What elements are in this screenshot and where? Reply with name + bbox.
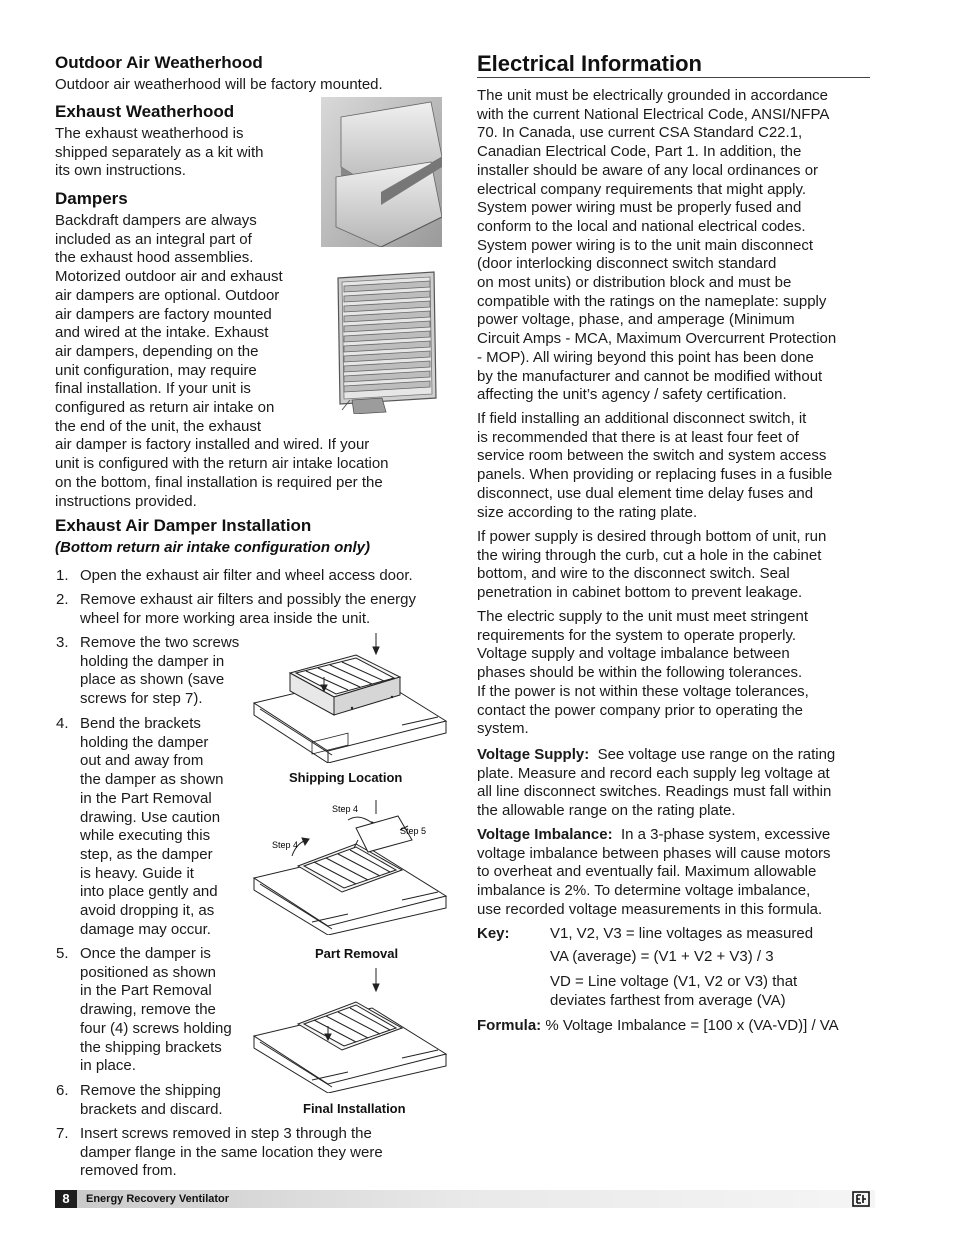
final-installation-diagram: [252, 968, 448, 1093]
outdoor-weatherhood-heading: Outdoor Air Weatherhood: [55, 53, 263, 72]
key-line-1: V1, V2, V3 = line voltages as measured: [550, 925, 814, 942]
part-removal-caption: Part Removal: [315, 946, 399, 961]
step4-top-label: Step 4: [332, 804, 359, 814]
install-heading: Exhaust Air Damper Installation: [55, 516, 312, 535]
dampers-text: Backdraft dampers are always included as an integral part of the exhaust hood assemblies. Motorized outdoor air and exhaust air dampers are optional. Outdoor air dampers are factory mounted and wired at the intake. Exhaust air dampers, depending on the unit configuration, may require final installation. If your unit is configured as return air intake on the end of the unit, the exhaust air damper is factory installed and wired. If your unit is configured with the return air intake location on the bottom, final installation is required per the instructions provided.: [55, 212, 389, 510]
key-line-2: VA (average) = (V1 + V2 + V3) / 3: [550, 948, 774, 965]
install-subheading: (Bottom return air intake configuration only): [55, 539, 371, 556]
key-label: Key:: [477, 925, 510, 942]
final-installation-caption: Final Installation: [303, 1101, 406, 1116]
electrical-para-4: The electric supply to the unit must meet stringent requirements for the system to operate properly. Voltage supply and voltage imbalance between phases should be within the following tolerances. If the power is not within these voltage tolerances, contact the power company prior to operating the system.: [477, 608, 809, 738]
electrical-para-3: If power supply is desired through bottom of unit, run the wiring through the curb, cut a hole in the cabinet bottom, and wire to the disconnect switch. Seal penetration in cabinet bottom to prevent leakage.: [477, 528, 827, 602]
voltage-imbalance-label: Voltage Imbalance:: [477, 826, 613, 843]
heading-rule: [477, 77, 870, 78]
formula-label: Formula:: [477, 1017, 542, 1034]
key-line-4: deviates farthest from average (VA): [550, 992, 786, 1009]
exhaust-weatherhood-text: The exhaust weatherhood is shipped separately as a kit with its own instructions.: [55, 125, 264, 180]
step4-left-label: Step 4: [272, 840, 299, 850]
page-number: 8: [55, 1190, 77, 1208]
brand-logo-icon: [852, 1191, 870, 1207]
electrical-para-2: If field installing an additional disconnect switch, it is recommended that there is at least four feet of service room between the switch and system access panels. When providing or replacing fuses in a fusible disconnect, use dual element time delay fuses and size according to the rating plate.: [477, 410, 833, 521]
dampers-heading: Dampers: [55, 189, 128, 208]
part-removal-diagram: [252, 800, 448, 935]
manual-page: Outdoor Air Weatherhood Outdoor air weatherhood will be factory mounted. Exhaust Weatherhood The exhaust weatherhood is shipped separately as a kit with its own instructions. Dampers Backdraft dampers are always included as an integral part of the exhaust hood assemblies. Motorized outdoor air and exhaust air dampers are optional. Outdoor air dampers are factory mounted and wired at the intake. Exhaust air dampers, depending on the unit configuration, may require final installation. If your unit is configured as return air intake on the end of the unit, the exhaust air damper is factory installed and wired. If your unit is configured with the return air intake location on the bottom, final installation is required per the instructions provided. Exhaust Air Damper Installation (Bottom return air intake configuration only) 1. Open the exhaust air filter and wheel access door. 2. Remove exhaust air filters and possibly the energy wheel for more working area inside the unit. 3. Remove the two screws holding the damper in place as shown (save screws for step 7). 4. Bend the brackets holding the damper out and away from the damper as shown in the Part Removal drawing. Use caution while executing this step, as the damper is heavy. Guide it into place gently and avoid dropping it, as damage may occur. 5. Once the damper is positioned as shown in the Part Removal drawing, remove the four (4) screws holding the shipping brackets in place. 6. Remove the shipping brackets and discard. 7. Insert screws removed in step 3 through the damper flange in the same location they were removed from. Shipping Location Step 4 Step 5 Step 4 Part Removal Final Installation Electrical Information The unit must be electrically grounded in accordance with the current National Electrical Code, ANSI/NFPA 70. In Canada, use current CSA Standard C22.1, Canadian Electrical Code, Part 1. In addition, the installer should be aware of any local ordinances or electrical company requirements that might apply. System power wiring must be properly fused and conform to the local and national electrical codes. System power wiring is to the unit main disconnect (door interlocking disconnect switch standard on most units) or distribution block and must be compatible with the ratings on the nameplate: supply power voltage, phase, and amperage (Minimum Circuit Amps - MCA, Maximum Overcurrent Protection - MOP). All wiring beyond this point has been done by the manufacturer and cannot be modified without affecting the unit’s agency / safety certification. If field installing an additional disconnect switch, it is recommended that there is at least four feet of service room between the switch and system access panels. When providing or replacing fuses in a fusible disconnect, use dual element time delay fuses and size according to the rating plate. If power supply is desired through bottom of unit, run the wiring through the curb, cut a hole in the cabinet bottom, and wire to the disconnect switch. Seal penetration in cabinet bottom to prevent leakage. The electric supply to the unit must meet stringent requirements for the system to operate properly. Voltage supply and voltage imbalance between phases should be within the following tolerances. If the power is not within these voltage tolerances, contact the power company prior to operating the system. Voltage Supply: See voltage use range on the rating plate. Measure and record each supply leg voltage at all line disconnect switches. Readings must fall within the allowable range on the rating plate. Voltage Imbalance: In a 3-phase system, excessive voltage imbalance between phases will cause motors to overheat and eventually fail. Maximum allowable imbalance is 2%. To determine voltage imbalance, use recorded voltage measurements in this formula. Key: V1, V2, V3 = line voltages as measured VA (average) = (V1 + V2 + V3) / 3 VD = Line voltage (V1, V2 or V3) that deviates farthest from average (VA) Formula: % Voltage Imbalance = [100 x (VA-VD)] / VA 8 Energy Recovery Ventilator: [0, 0, 954, 1235]
step5-label: Step 5: [400, 826, 427, 836]
voltage-imbalance-para: Voltage Imbalance: In a 3-phase system, excessive voltage imbalance between phases will cause motors to overheat and eventually fail. Maximum allowable imbalance is 2%. To determine voltage imbalance, use recorded voltage measurements in this formula.: [477, 826, 831, 918]
electrical-para-1: The unit must be electrically grounded in accordance with the current National Electrical Code, ANSI/NFPA 70. In Canada, use current CSA Standard C22.1, Canadian Electrical Code, Part 1. In addition, the installer should be aware of any local ordinances or electrical company requirements that might apply. System power wiring must be properly fused and conform to the local and national electrical codes. System power wiring is to the unit main disconnect (door interlocking disconnect switch standard on most units) or distribution block and must be compatible with the ratings on the nameplate: supply power voltage, phase, and amperage (Minimum Circuit Amps - MCA, Maximum Overcurrent Protection - MOP). All wiring beyond this point has been done by the manufacturer and cannot be modified without affecting the unit’s agency / safety certification.: [477, 87, 837, 404]
exhaust-weatherhood-heading: Exhaust Weatherhood: [55, 102, 235, 121]
electrical-heading: Electrical Information: [477, 51, 702, 76]
voltage-supply-label: Voltage Supply:: [477, 746, 590, 763]
footer-title: Energy Recovery Ventilator: [86, 1193, 230, 1205]
key-line-3: VD = Line voltage (V1, V2 or V3) that: [550, 973, 798, 990]
shipping-location-caption: Shipping Location: [289, 770, 403, 785]
formula-text: % Voltage Imbalance = [100 x (VA-VD)] / VA: [545, 1017, 839, 1034]
formula-line: [477, 1017, 839, 1036]
outdoor-weatherhood-text: Outdoor air weatherhood will be factory mounted.: [55, 76, 383, 93]
shipping-location-diagram: [252, 633, 448, 763]
motorized-damper-image: [332, 270, 438, 414]
voltage-supply-para: Voltage Supply: See voltage use range on the rating plate. Measure and record each supply leg voltage at all line disconnect switches. Readings must fall within the allowable range on the rating plate.: [477, 746, 836, 820]
